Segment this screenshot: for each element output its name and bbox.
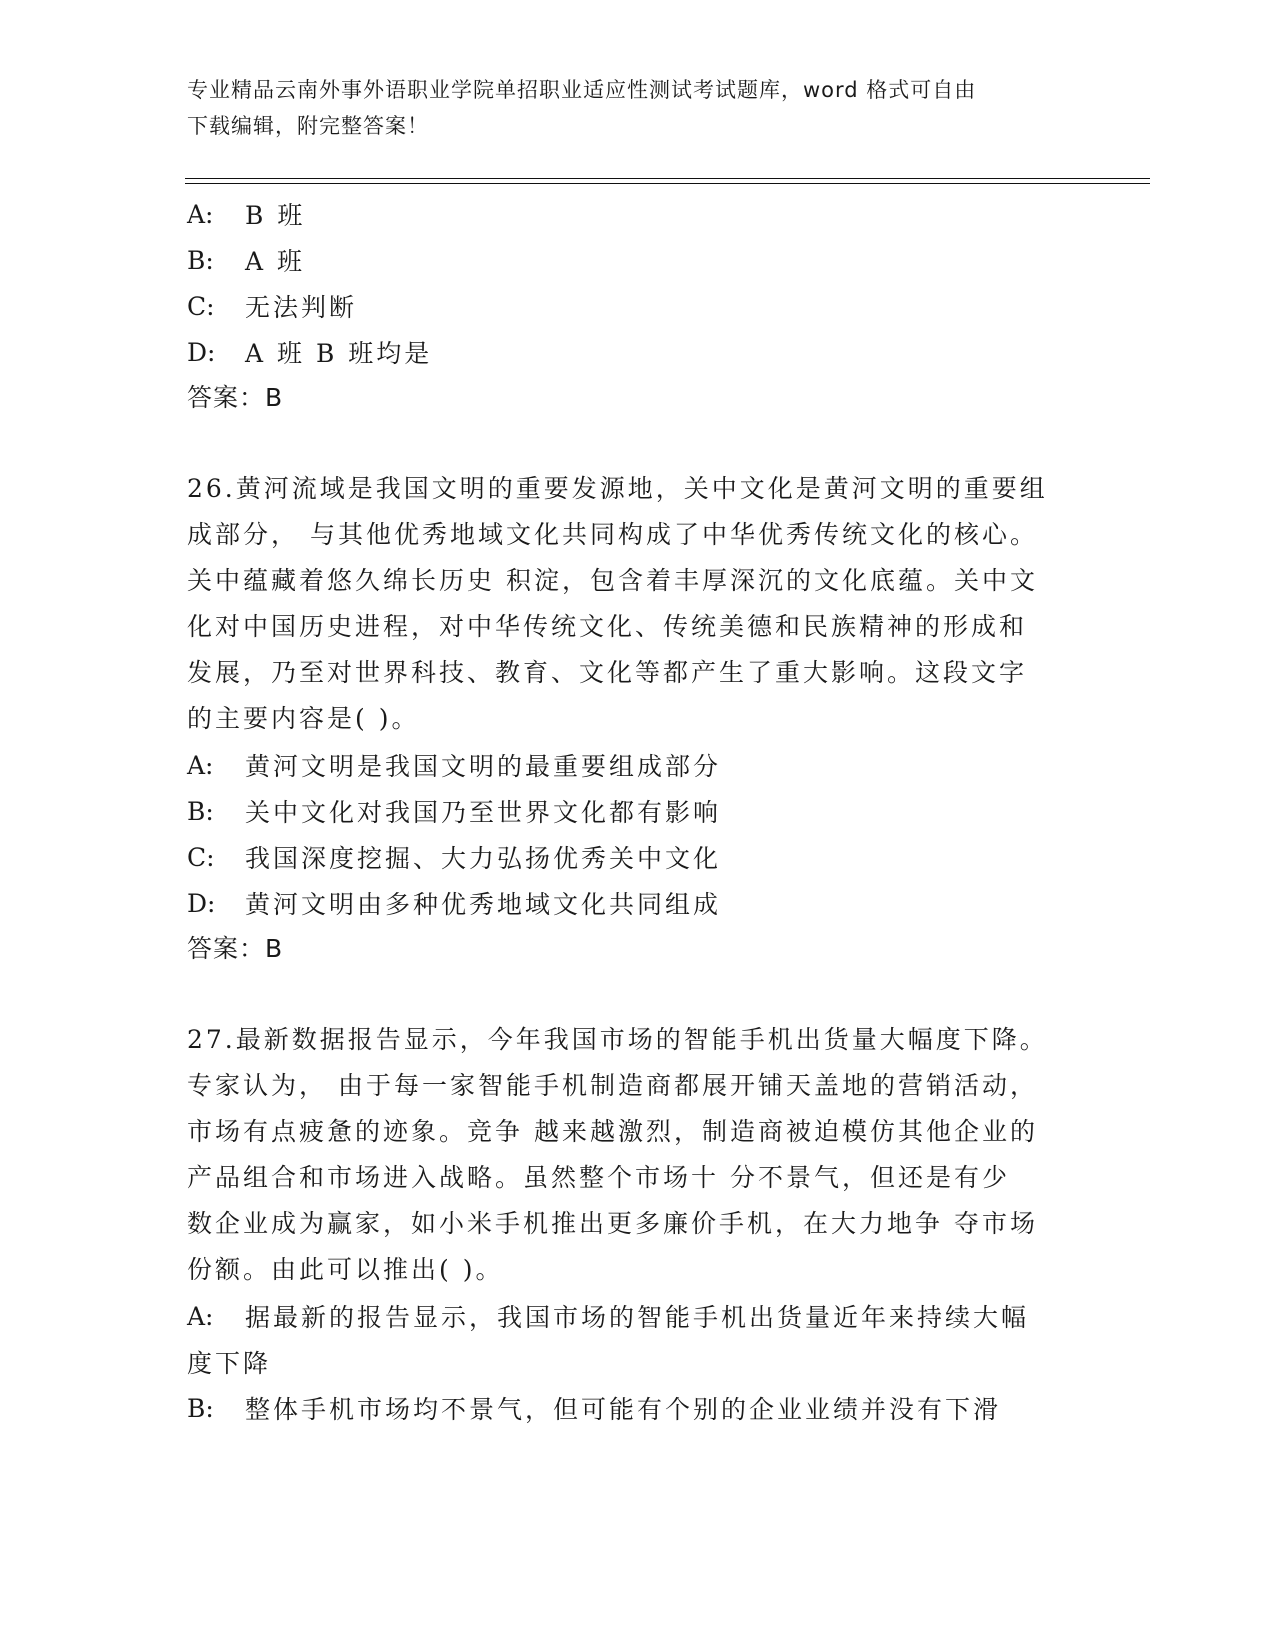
- stem-line: 27.最新数据报告显示，今年我国市场的智能手机出货量大幅度下降。: [187, 1025, 1048, 1054]
- option-letter: B:: [187, 245, 214, 275]
- q27-option-a: [187, 1293, 1107, 1339]
- option-letter: D:: [187, 337, 216, 367]
- spacer: [187, 972, 1107, 1017]
- option-text: 关中文化对我国乃至世界文化都有影响: [245, 798, 722, 827]
- header-rule-bottom: [185, 183, 1150, 184]
- q26-stem: [187, 466, 1107, 742]
- stem-line: 数企业成为赢家，如小米手机推出更多廉价手机，在大力地争 夺市场: [187, 1209, 1038, 1238]
- question-25: [187, 191, 1107, 421]
- stem-line: 的主要内容是( )。: [187, 704, 420, 733]
- option-text-continued: 度下降: [187, 1349, 272, 1378]
- page-header: [187, 72, 1087, 144]
- option-letter: B:: [187, 1393, 214, 1423]
- stem-line: 市场有点疲惫的迹象。竞争 越来越激烈，制造商被迫模仿其他企业的: [187, 1117, 1038, 1146]
- q25-option-d: [187, 329, 1107, 375]
- q25-answer: 答案：B: [187, 383, 284, 412]
- option-letter: C:: [187, 291, 215, 321]
- stem-line: 发展，乃至对世界科技、教育、文化等都产生了重大影响。这段文字: [187, 658, 1028, 687]
- option-text: A 班: [245, 247, 306, 276]
- q26-option-a: [187, 742, 1107, 788]
- header-line-1: 专业精品云南外事外语职业学院单招职业适应性测试考试题库，word 格式可自由: [187, 78, 977, 102]
- q27-stem: [187, 1017, 1107, 1293]
- q25-option-b: [187, 237, 1107, 283]
- option-text: A 班 B 班均是: [245, 339, 433, 368]
- q27-option-b: [187, 1385, 1107, 1431]
- option-letter: C:: [187, 842, 215, 872]
- q27-option-a-continued: [187, 1339, 1107, 1385]
- option-text: 我国深度挖掘、大力弘扬优秀关中文化: [245, 844, 722, 873]
- option-letter: A:: [187, 750, 214, 780]
- option-letter: A:: [187, 1301, 214, 1331]
- stem-line: 关中蕴藏着悠久绵长历史 积淀，包含着丰厚深沉的文化底蕴。关中文: [187, 566, 1038, 595]
- option-text: 黄河文明是我国文明的最重要组成部分: [245, 752, 722, 781]
- option-letter: D:: [187, 888, 216, 918]
- q25-option-a: [187, 191, 1107, 237]
- spacer: [187, 421, 1107, 466]
- option-text: B 班: [245, 201, 306, 230]
- stem-line: 产品组合和市场进入战略。虽然整个市场十 分不景气，但还是有少: [187, 1163, 1010, 1192]
- option-text: 黄河文明由多种优秀地域文化共同组成: [245, 890, 722, 919]
- question-26: [187, 466, 1107, 972]
- option-letter: A:: [187, 199, 214, 229]
- document-body: [187, 191, 1107, 1431]
- option-text: 整体手机市场均不景气，但可能有个别的企业业绩并没有下滑: [245, 1395, 1002, 1424]
- option-letter: B:: [187, 796, 214, 826]
- q26-option-d: [187, 880, 1107, 926]
- stem-line: 化对中国历史进程，对中华传统文化、传统美德和民族精神的形成和: [187, 612, 1028, 641]
- header-rule-top: [185, 178, 1150, 179]
- option-text: 无法判断: [245, 293, 358, 322]
- q26-answer: 答案：B: [187, 934, 284, 963]
- stem-line: 专家认为， 由于每一家智能手机制造商都展开铺天盖地的营销活动，: [187, 1071, 1038, 1100]
- q25-option-c: [187, 283, 1107, 329]
- header-line-2: 下载编辑，附完整答案！: [187, 114, 429, 138]
- q26-option-b: [187, 788, 1107, 834]
- stem-line: 成部分， 与其他优秀地域文化共同构成了中华优秀传统文化的核心。: [187, 520, 1038, 549]
- q26-option-c: [187, 834, 1107, 880]
- option-text: 据最新的报告显示，我国市场的智能手机出货量近年来持续大幅: [245, 1303, 1030, 1332]
- question-27: [187, 1017, 1107, 1431]
- stem-line: 份额。由此可以推出( )。: [187, 1255, 504, 1284]
- stem-line: 26.黄河流域是我国文明的重要发源地，关中文化是黄河文明的重要组: [187, 474, 1048, 503]
